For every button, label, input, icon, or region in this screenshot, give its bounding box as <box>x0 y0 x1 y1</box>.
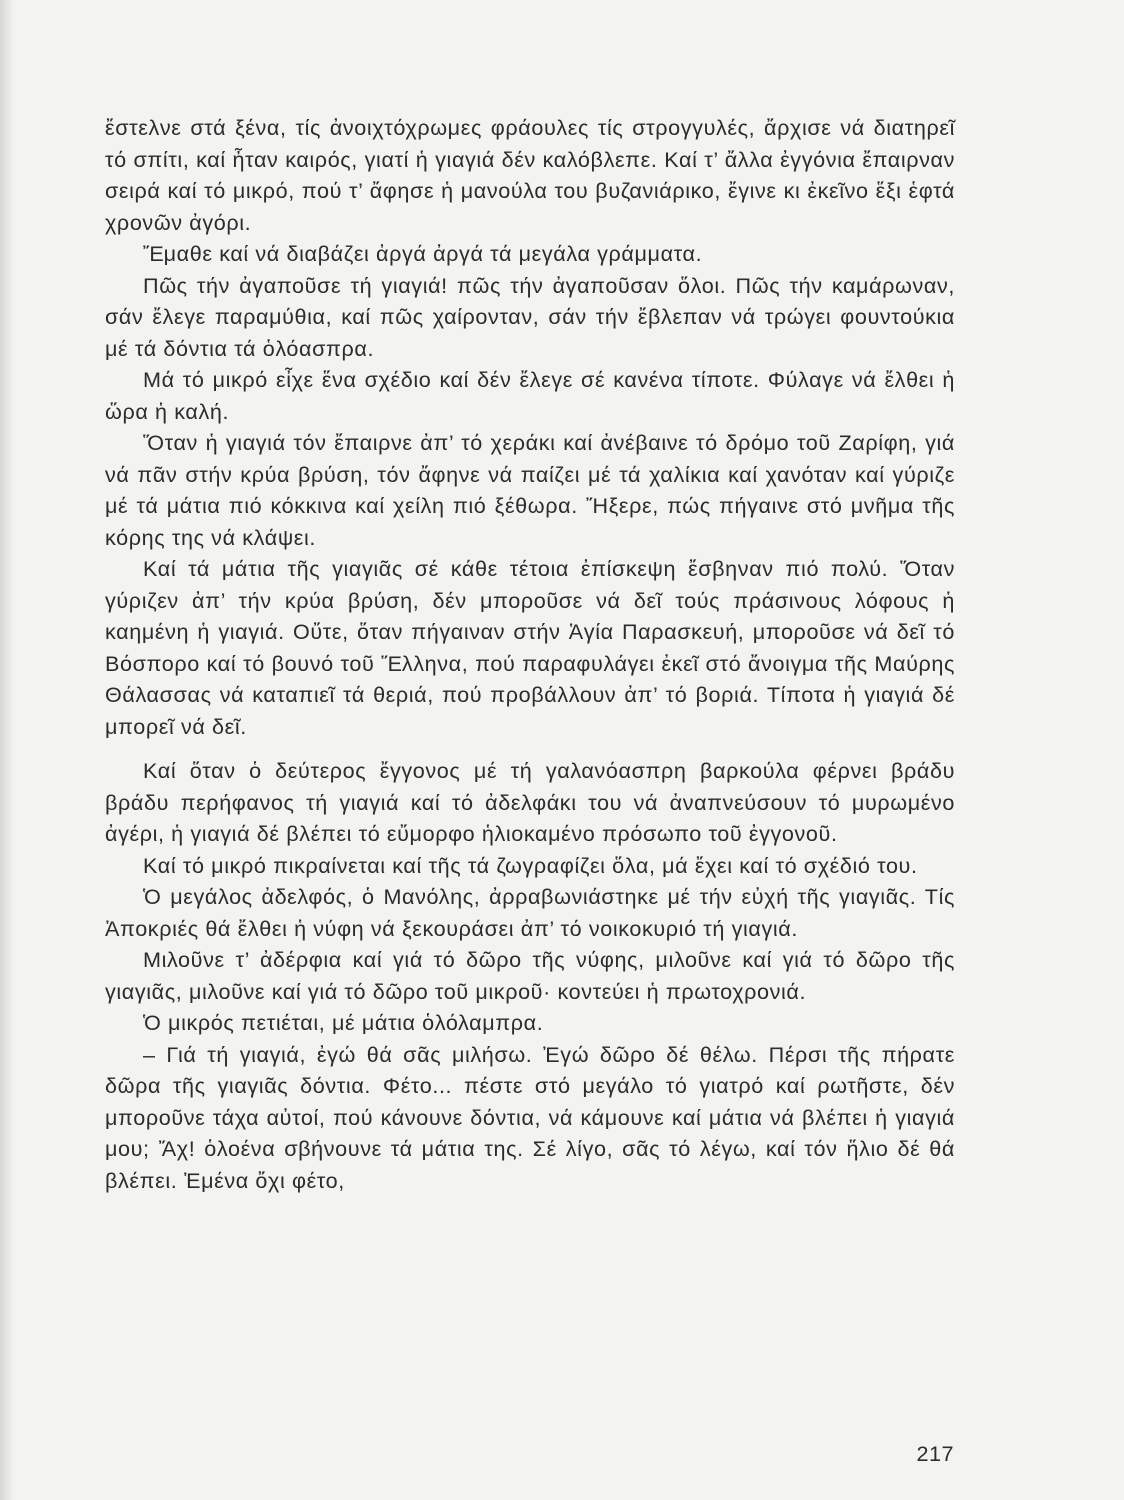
paragraph-8: Καί τό μικρό πικραίνεται καί τῆς τά ζωγραφίζει ὅλα, μά ἔχει καί τό σχέδιό του. <box>143 852 918 878</box>
paragraph-7: Καί ὅταν ὁ δεύτερος ἔγγονος μέ τή γαλανόασπρη βαρκούλα φέρνει βράδυ βράδυ περήφανος τή γιαγιά καί τό ἀδελφάκι του νά ἀναπνεύσουν τό μυρωμένο ἀγέρι, ἡ γιαγιά δέ βλέπει τό εὔμορφο ἡλιοκαμένο πρόσωπο τοῦ ἐγγονοῦ. <box>105 758 955 846</box>
paragraph-11: Ὁ μικρός πετιέται, μέ μάτια ὁλόλαμπρα. <box>143 1010 544 1035</box>
paragraph-5: Ὅταν ἡ γιαγιά τόν ἔπαιρνε ἀπ’ τό χεράκι καί ἀνέβαινε τό δρόμο τοῦ Ζαρίφη, γιά νά πᾶν στήν κρύα βρύση, τόν ἄφηνε νά παίζει μέ τά χαλίκια καί χανόταν καί γύριζε μέ τά μάτια πιό κόκκινα καί χείλη πιό ξέθωρα. Ἤξερε, πώς πήγαινε στό μνῆμα τῆς κόρης της νά κλάψει. <box>105 430 955 550</box>
paragraph-12: – Γιά τή γιαγιά, ἐγώ θά σᾶς μιλήσω. Ἐγώ δῶρο δέ θέλω. Πέρσι τῆς πήρατε δῶρα τῆς γιαγιᾶς δόντια. Φέτο... πέστε στό μεγάλο τό γιατρό καί ρωτῆστε, δέν μποροῦνε τάχα αὐτοί, πού κάνουνε δόντια, νά κάμουνε καί μάτια νά βλέπει ἡ γιαγιά μου; Ἄχ! ὁλοένα σβήνουνε τά μάτια της. Σέ λίγο, σᾶς τό λέγω, καί τόν ἥλιο δέ θά βλέπει. Ἐμένα ὄχι φέτο, <box>105 1041 955 1193</box>
paragraph-6: Καί τά μάτια τῆς γιαγιᾶς σέ κάθε τέτοια ἐπίσκεψη ἔσβηναν πιό πολύ. Ὅταν γύριζεν ἀπ’ τήν κρύα βρύση, δέν μποροῦσε νά δεῖ τούς πράσινους λόφους ἡ καημένη ἡ γιαγιά. Οὔτε, ὅταν πήγαιναν στήν Ἁγία Παρασκευή, μποροῦσε νά δεῖ τό Βόσπορο καί τό βουνό τοῦ Ἕλληνα, πού παραφυλάγει ἐκεῖ στό ἄνοιγμα τῆς Μαύρης Θάλασσας νά καταπιεῖ τά θεριά, πού προβάλλουν ἀπ’ τό βοριά. Τίποτα ἡ γιαγιά δέ μπορεῖ νά δεῖ. <box>105 556 955 739</box>
paragraph-9: Ὁ μεγάλος ἀδελφός, ὁ Μανόλης, ἀρραβωνιάστηκε μέ τήν εὐχή τῆς γιαγιᾶς. Τίς Ἀποκριές θά ἔλθει ἡ νύφη νά ξεκουράσει ἀπ’ τό νοικοκυριό τή γιαγιά. <box>105 884 955 941</box>
paragraph-10: Μιλοῦνε τ’ ἀδέρφια καί γιά τό δῶρο τῆς νύφης, μιλοῦνε καί γιά τό δῶρο τῆς γιαγιᾶς, μιλοῦνε καί γιά τό δῶρο τοῦ μικροῦ· κοντεύει ἡ πρωτοχρονιά. <box>105 947 955 1004</box>
page-number: 217 <box>916 1441 954 1466</box>
paragraph-4: Μά τό μικρό εἶχε ἕνα σχέδιο καί δέν ἔλεγε σέ κανένα τίποτε. Φύλαγε νά ἔλθει ἡ ὥρα ἡ καλή. <box>105 367 955 424</box>
body-text <box>105 112 955 1196</box>
paragraph-2: Ἔμαθε καί νά διαβάζει ἀργά ἀργά τά μεγάλα γράμματα. <box>143 241 703 266</box>
paragraph-1: ἔστελνε στά ξένα, τίς ἀνοιχτόχρωμες φράουλες τίς στρογγυλές, ἄρχισε νά διατηρεῖ τό σπίτι, καί ἦταν καιρός, γιατί ἡ γιαγιά δέν καλόβλεπε. Καί τ’ ἄλλα ἐγγόνια ἔπαιρναν σειρά καί τό μικρό, πού τ’ ἄφησε ἡ μανούλα του βυζανιάρικο, ἔγινε κι ἐκεῖνο ἕξι ἑφτά χρονῶν ἀγόρι. <box>105 115 955 235</box>
paragraph-3: Πῶς τήν ἀγαποῦσε τή γιαγιά! πῶς τήν ἀγαποῦσαν ὅλοι. Πῶς τήν καμάρωναν, σάν ἔλεγε παραμύθια, καί πῶς χαίρονταν, σάν τήν ἔβλεπαν νά τρώγει φουντούκια μέ τά δόντια τά ὁλόασπρα. <box>105 272 955 361</box>
